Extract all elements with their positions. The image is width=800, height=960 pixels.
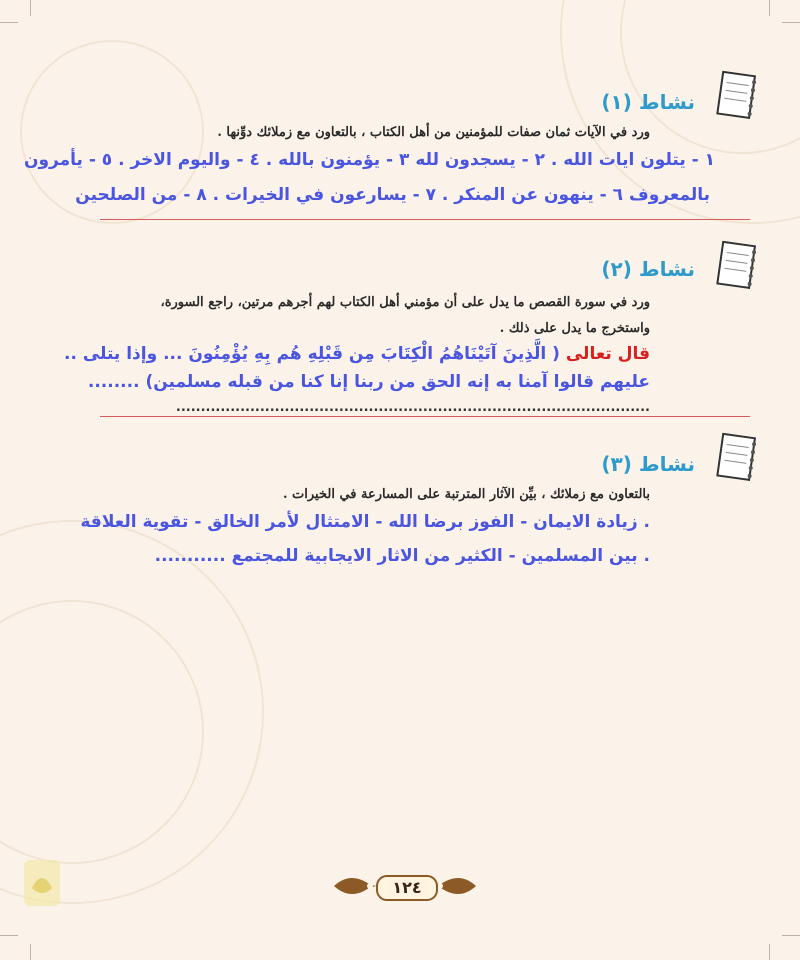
answer-line — [64, 344, 650, 364]
activity-title: نشاط (٢) — [601, 257, 695, 281]
activity-instruction: ورد في سورة القصص ما يدل على أن مؤمني أهل الكتاب لهم أجرهم مرتين، راجع السورة، — [160, 295, 650, 310]
crop-mark — [0, 935, 18, 936]
section-divider — [100, 219, 750, 220]
activity-3 — [0, 432, 800, 582]
activity-instruction: واستخرج ما يدل على ذلك . — [499, 321, 650, 336]
answer-line: عليهم قالوا آمنا به إنه الحق من ربنا إنا كنا من قبله مسلمين) ........ — [87, 372, 650, 392]
quote-prefix: قال تعالى — [565, 344, 650, 364]
activity-2 — [0, 240, 800, 420]
notebook-icon — [714, 70, 760, 122]
crop-mark — [769, 0, 770, 16]
crop-mark — [782, 22, 800, 23]
publisher-logo-icon — [22, 858, 62, 908]
crop-mark — [0, 22, 18, 23]
answer-line: ١ - يتلون ايات الله . ٢ - يسجدون لله ٣ - يؤمنون بالله . ٤ - واليوم الاخر . ٥ - يأمرون — [23, 150, 715, 170]
activity-1 — [0, 70, 800, 220]
activity-title: نشاط (٣) — [601, 452, 695, 476]
answer-line: بالمعروف ٦ - ينهون عن المنكر . ٧ - يسارعون في الخيرات . ٨ - من الصلحين — [75, 185, 710, 205]
activity-instruction: بالتعاون مع زملائك ، بيِّن الآثار المترتبة على المسارعة في الخيرات . — [282, 487, 650, 502]
dotted-line: ................................................................................................ — [175, 400, 650, 415]
notebook-icon — [714, 432, 760, 484]
answer-line: . بين المسلمين - الكثير من الاثار الايجابية للمجتمع ........... — [154, 546, 650, 566]
crop-mark — [769, 944, 770, 960]
page-number-badge — [330, 871, 480, 901]
crop-mark — [782, 935, 800, 936]
answer-line: . زيادة الايمان - الفوز برضا الله - الامتثال لأمر الخالق - تقوية العلاقة — [80, 512, 650, 532]
activity-instruction: ورد في الآيات ثمان صفات للمؤمنين من أهل الكتاب ، بالتعاون مع زملائك دوِّنها . — [217, 125, 650, 140]
page-number: ١٢٤ — [376, 875, 438, 901]
activity-title: نشاط (١) — [601, 90, 695, 114]
section-divider — [100, 416, 750, 417]
quote-text: ( الَّذِينَ آتَيْنَاهُمُ الْكِتَابَ مِن قَبْلِهِ هُم بِهِ يُؤْمِنُونَ ... وإذا يتلى .. — [64, 344, 560, 364]
crop-mark — [30, 0, 31, 16]
crop-mark — [30, 944, 31, 960]
notebook-icon — [714, 240, 760, 292]
